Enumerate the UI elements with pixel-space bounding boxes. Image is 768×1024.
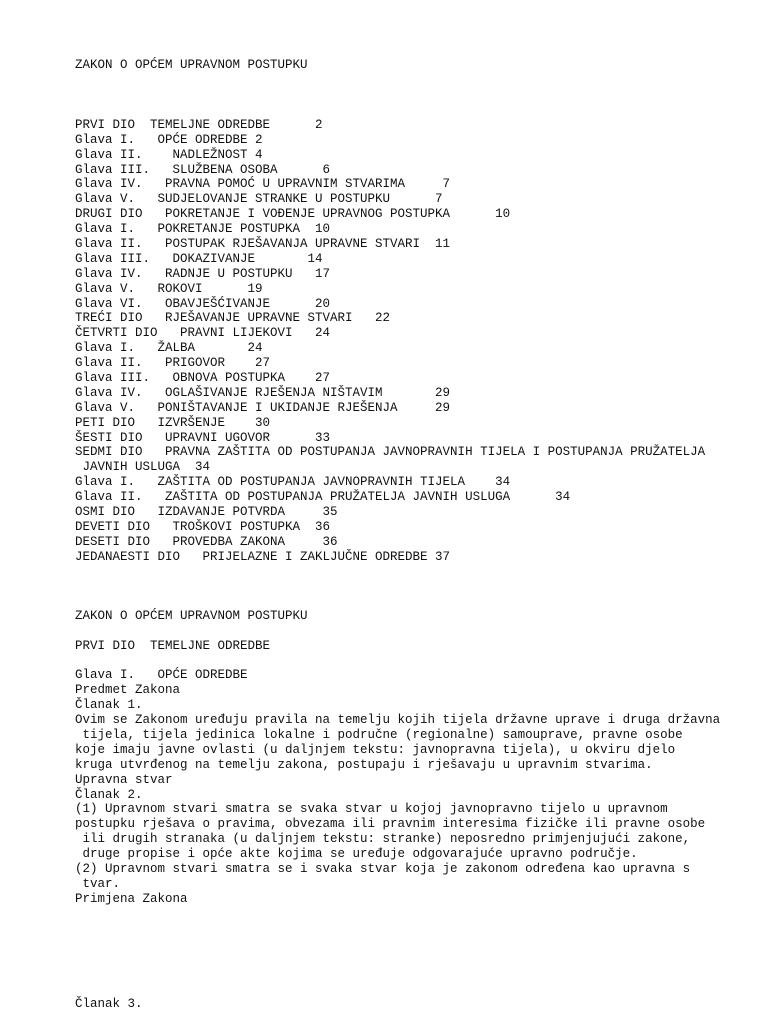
toc-entry: Glava I. POKRETANJE POSTUPKA 10 [75,222,331,237]
toc-entry: ŠESTI DIO UPRAVNI UGOVOR 33 [75,430,331,445]
toc-entry: Glava VI. OBAVJEŠĆIVANJE 20 [75,296,331,311]
toc-entry: JEDANAESTI DIO PRIJELAZNE I ZAKLJUČNE ODREDBE 37 [75,549,451,564]
toc-entry: Glava I. OPĆE ODREDBE 2 [75,132,263,147]
part-heading: PRVI DIO TEMELJNE ODREDBE [75,638,271,653]
toc-entry: PRVI DIO TEMELJNE ODREDBE 2 [75,117,323,132]
body-line: Primjena Zakona [75,891,188,906]
toc-entry: Glava II. POSTUPAK RJEŠAVANJA UPRAVNE STVARI 11 [75,237,451,252]
toc-entry: JAVNIH USLUGA 34 [75,460,211,475]
body-title: ZAKON O OPĆEM UPRAVNOM POSTUPKU [75,608,308,623]
chapter-heading: Glava I. OPĆE ODREDBE [75,668,248,683]
body-line: Upravna stvar [75,772,173,787]
toc-entry: Glava II. ZAŠTITA OD POSTUPANJA PRUŽATELJA JAVNIH USLUGA 34 [75,490,571,505]
toc-entry: Glava IV. PRAVNA POMOĆ U UPRAVNIM STVARIMA 7 [75,177,451,192]
toc-entry: SEDMI DIO PRAVNA ZAŠTITA OD POSTUPANJA JAVNOPRAVNIH TIJELA I POSTUPANJA PRUŽATELJA [75,445,706,460]
toc-entry: TREĆI DIO RJEŠAVANJE UPRAVNE STVARI 22 [75,311,391,326]
toc-entry: Glava V. PONIŠTAVANJE I UKIDANJE RJEŠENJA 29 [75,400,451,415]
body-line: kruga utvrđenog na temelju zakona, postupaju i rješavaju u upravnim stvarima. [75,757,653,772]
toc-entry: DESETI DIO PROVEDBA ZAKONA 36 [75,534,338,549]
body-line: (2) Upravnom stvari smatra se i svaka stvar koja je zakonom određena kao upravna s [75,861,691,876]
toc-entry: DRUGI DIO POKRETANJE I VOĐENJE UPRAVNOG POSTUPKA 10 [75,207,511,222]
body-line: postupku rješava o pravima, obvezama ili pravnim interesima fizičke ili pravne osobe [75,817,706,832]
body-line: ili drugih stranaka (u daljnjem tekstu: stranke) neposredno primjenjujući zakone, [75,832,691,847]
toc-entry: OSMI DIO IZDAVANJE POTVRDA 35 [75,505,338,520]
toc-entry: PETI DIO IZVRŠENJE 30 [75,415,271,430]
toc-entry: Glava III. DOKAZIVANJE 14 [75,251,323,266]
body-line: koje imaju javne ovlasti (u daljnjem tekstu: javnopravna tijela), u okviru djelo [75,742,676,757]
toc-entry: Glava III. SLUŽBENA OSOBA 6 [75,162,331,177]
toc-entry: Glava I. ZAŠTITA OD POSTUPANJA JAVNOPRAVNIH TIJELA 34 [75,475,511,490]
toc-entry: Glava II. PRIGOVOR 27 [75,356,271,371]
toc-entry: ČETVRTI DIO PRAVNI LIJEKOVI 24 [75,326,331,341]
document-body [75,683,758,906]
document-page [75,58,758,1012]
toc-entry: Glava V. ROKOVI 19 [75,281,263,296]
toc-entry: Glava II. NADLEŽNOST 4 [75,147,263,162]
body-line: tvar. [75,876,121,891]
body-line: tijela, tijela jedinica lokalne i područne (regionalne) samouprave, pravne osobe [75,727,683,742]
toc-entry: Glava V. SUDJELOVANJE STRANKE U POSTUPKU 7 [75,192,443,207]
body-line: Članak 1. [75,698,143,713]
table-of-contents [75,118,758,565]
body-line: druge propise i opće akte kojima se uređuje odgovarajuće upravno područje. [75,847,638,862]
toc-entry: DEVETI DIO TROŠKOVI POSTUPKA 36 [75,519,331,534]
document-title: ZAKON O OPĆEM UPRAVNOM POSTUPKU [75,58,308,72]
body-line: Članak 2. [75,787,143,802]
toc-entry: Glava III. OBNOVA POSTUPKA 27 [75,371,331,386]
toc-entry: Glava IV. OGLAŠIVANJE RJEŠENJA NIŠTAVIM 29 [75,385,451,400]
toc-entry: Glava I. ŽALBA 24 [75,341,263,356]
body-line: Ovim se Zakonom uređuju pravila na temelju kojih tijela državne uprave i druga državna [75,713,721,728]
body-line: Predmet Zakona [75,683,181,698]
toc-entry: Glava IV. RADNJE U POSTUPKU 17 [75,266,331,281]
article-heading: Članak 3. [75,996,143,1011]
body-line: (1) Upravnom stvari smatra se svaka stvar u kojoj javnopravno tijelo u upravnom [75,802,668,817]
